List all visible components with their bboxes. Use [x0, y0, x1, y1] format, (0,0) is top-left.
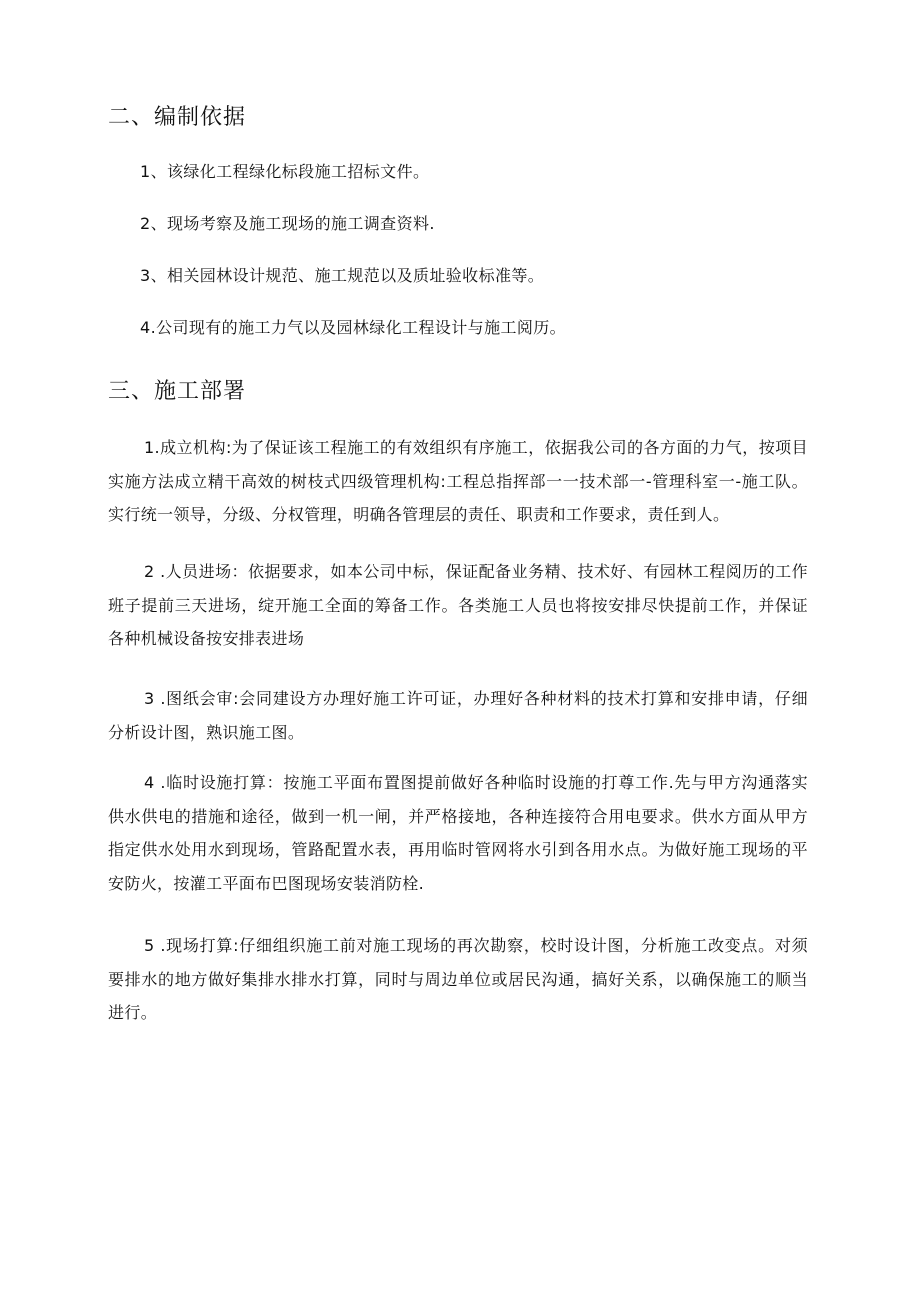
deployment-paragraph-5: 5 .现场打算:仔细组织施工前对施工现场的再次勘察，校时设计图，分析施工改变点。对须要排水的地方做好集排水排水打算，同时与周边单位或居民沟通，搞好关系，以确保施工的顺当进行。: [108, 936, 808, 1022]
deployment-paragraph-2: 2 .人员进场：依据要求，如本公司中标，保证配备业务精、技术好、有园林工程阅历的工作班子提前三天进场，绽开施工全面的筹备工作。各类施工人员也将按安排尽快提前工作，并保证各种机械设备按安排表进场: [108, 562, 808, 648]
deployment-paragraph-4: 4 .临时设施打算：按施工平面布置图提前做好各种临时设施的打尊工作.先与甲方沟通落实供水供电的措施和途径，做到一机一闸，并严格接地，各种连接符合用电要求。供水方面从甲方指定供水处用水到现场，管路配置水表，再用临时管网将水引到各用水点。为做好施工现场的平安防火，按灌工平面布巴图现场安装消防栓.: [108, 773, 808, 893]
basis-item-1: 1、该绿化工程绿化标段施工招标文件。: [140, 162, 430, 181]
section-heading-basis: 二、编制依据: [108, 105, 247, 130]
deployment-paragraph-3: 3 .图纸会审:会同建设方办理好施工许可证，办理好各种材料的技术打算和安排申请，仔细分析设计图，熟识施工图。: [108, 689, 808, 742]
basis-item-4: 4.公司现有的施工力气以及园林绿化工程设计与施工阅历。: [140, 318, 567, 337]
section-heading-deployment: 三、施工部署: [108, 379, 247, 404]
basis-item-2: 2、现场考察及施工现场的施工调查资料.: [140, 214, 435, 233]
deployment-paragraph-1: 1.成立机构:为了保证该工程施工的有效组织有序施工，依据我公司的各方面的力气，按项目实施方法成立精干高效的树枝式四级管理机构:工程总指挥部一一技术部一-管理科室一-施工队。实行统一领导，分级、分权管理，明确各管理层的责任、职责和工作要求，责任到人。: [108, 438, 808, 524]
basis-item-3: 3、相关园林设计规范、施工规范以及质址验收标准等。: [140, 266, 545, 285]
